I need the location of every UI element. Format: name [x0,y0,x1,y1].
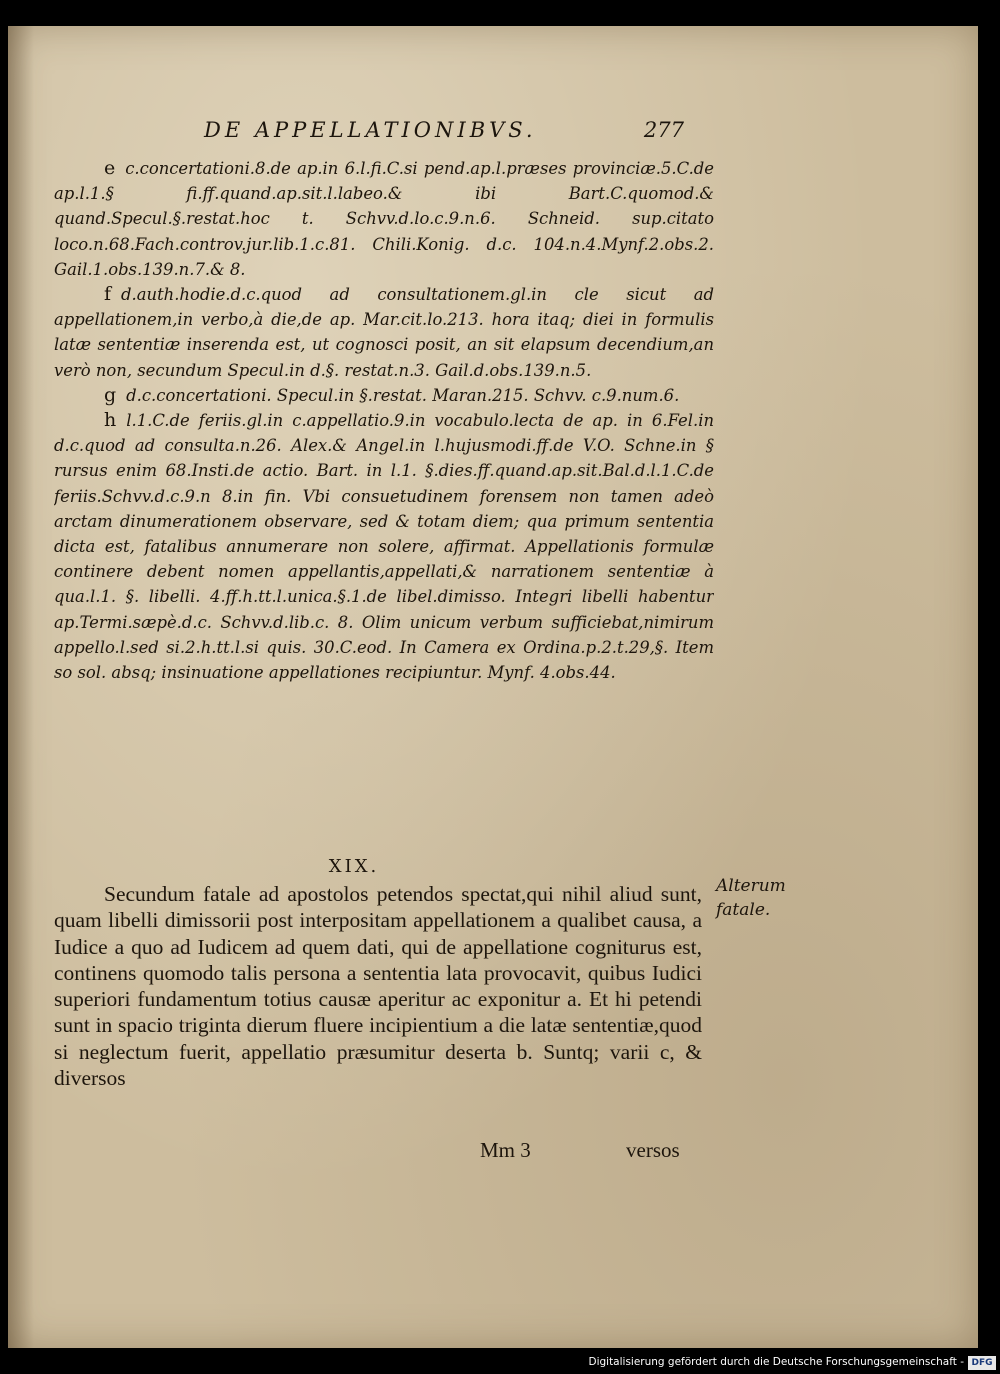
footnote-text: d.auth.hodie.d.c.quod ad consultationem.gl.in cle sicut ad appellationem,in verbo,à die,de ap. Mar.cit.lo.213. hora itaq; diei in formulis latæ sententiæ inserenda est, ut cognosci posit, an sit elapsum decendium,an verò non, secundum Specul.in d.§. restat.n.3. Gail.d.obs.139.n.5. [54,285,714,380]
footnotes-block [54,156,714,854]
running-head: DE APPELLATIONIBVS. [204,118,537,142]
footnote-text: l.1.C.de feriis.gl.in c.appellatio.9.in vocabulo.lecta de ap. in 6.Fel.in d.c.quod ad consulta.n.26. Alex.& Angel.in l.hujusmodi.ff.de V.O. Schne.in § rursus enim 68.Insti.de actio. Bart. in l.1. §.dies.ff.quand.ap.sit.Bal.d.l.1.C.de feriis.Schvv.d.c.9.n 8.in fin. Vbi consuetudinem forensem non tamen adeò arctam dinumerationem observare, sed & totam diem; qua primum sententia dicta est, fatalibus annumerare non solere, affirmat. Appellationis formulæ continere debent nomen appellantis,appellati,& narrationem sententiæ à qua.l.1. §. libelli. 4.ff.h.tt.l.unica.§.1.de libel.dimisso. Integri libelli habentur ap.Termi.sæpè.d.c. Schvv.d.lib.c. 8. Olim unicum verbum sufficiebat,nimirum appello.l.sed si.2.h.tt.l.si quis. 30.C.eod. In Camera ex Ordina.p.2.t.29,§. Item so sol. absq; insinuatione appellationes recipiuntur. Mynf. 4.obs.44. [54,411,714,683]
section-number: XIX. [328,856,380,877]
viewer-footer [0,1352,1000,1374]
gutter-shadow [8,26,34,1348]
book-page [8,26,978,1348]
footnote-letter: h [104,409,117,432]
footnote-letter: e [104,157,116,179]
catchword: versos [626,1138,680,1162]
footnote-f [54,282,714,383]
footnote-g [54,383,714,408]
footnote-h [54,408,714,685]
page-number: 277 [643,118,684,142]
footnote-text: d.c.concertationi. Specul.in §.restat. Maran.215. Schvv. c.9.num.6. [126,385,680,405]
funding-notice: Digitalisierung gefördert durch die Deutsche Forschungsgemeinschaft - [588,1356,964,1368]
main-paragraph: Secundum fatale ad apostolos petendos spectat,qui nihil aliud sunt, quam libelli dimissorii post interpositam appellationem a qualibet causa, a Iudice a quo ad Iudicem ad quem dati, qui de appellatione cogniturus est, continens quomodo talis persona a sententia lata provocavit, quibus Iudici superiori fundamentum totius causæ aperitur ac exponitur a. Et hi petendi sunt in spacio triginta dierum fluere incipientium a die latæ sententiæ,quod si neglectum fuerit, appellatio præsumitur deserta b. Suntq; varii c, & diversos [54,882,702,1091]
footnote-letter: g [104,383,117,406]
page-header [204,118,684,150]
footnote-e [54,156,714,282]
footnote-text: c.concertationi.8.de ap.in 6.l.fi.C.si pend.ap.l.præses provinciæ.5.C.de ap.l.1.§ fi.ff.quand.ap.sit.l.labeo.& ibi Bart.C.quomod.& quand.Specul.§.restat.hoc t. Schvv.d.lo.c.9.n.6. Schneid. sup.citato loco.n.68.Fach.controv.jur.lib.1.c.81. Chili.Konig. d.c. 104.n.4.Mynf.2.obs.2. Gail.1.obs.139.n.7.& 8. [54,159,714,279]
margin-note: Alterum fatale. [716,876,786,920]
signature-mark: Mm 3 [480,1138,531,1162]
footnote-letter: f [104,283,112,306]
page-foot [480,1138,700,1168]
dfg-logo-icon[interactable]: DFG [968,1356,996,1370]
